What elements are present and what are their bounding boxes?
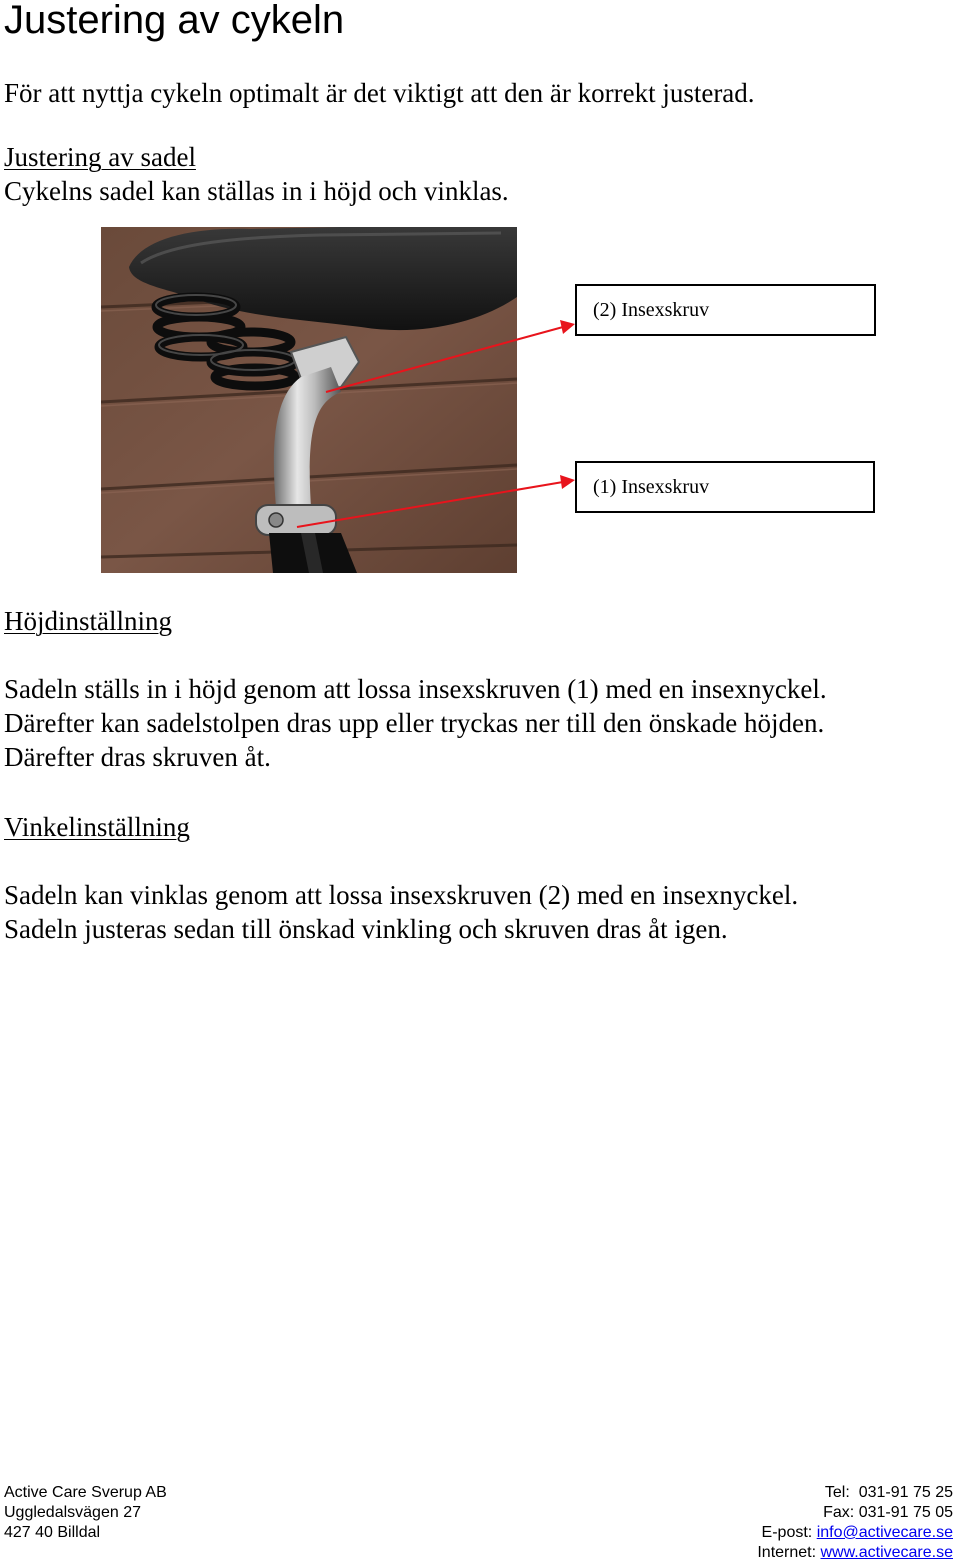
callout-screw-1 (575, 461, 875, 513)
sadel-heading: Justering av sadel (4, 142, 196, 172)
footer-email-label: E-post: (761, 1524, 813, 1541)
callout-screw-2-label: (2) Insexskruv (593, 299, 710, 321)
callout-screw-2 (575, 284, 876, 336)
vinkel-line-1: Sadeln kan vinklas genom att lossa insexskruven (2) med en insexnyckel. (4, 880, 799, 910)
footer-fax-value: 031-91 75 05 (858, 1504, 953, 1521)
footer-email (762, 1523, 953, 1543)
footer-tel (825, 1483, 953, 1503)
hojd-line-1: Sadeln ställs in i höjd genom att lossa insexskruven (1) med en insexnyckel. (4, 674, 827, 704)
intro-text: För att nyttja cykeln optimalt är det viktigt att den är korrekt justerad. (4, 78, 755, 108)
arrow-head-1 (560, 475, 575, 489)
vinkel-line-2: Sadeln justeras sedan till önskad vinkling och skruven dras åt igen. (4, 914, 728, 944)
hojd-heading: Höjdinställning (4, 606, 172, 636)
page-title: Justering av cykeln (4, 0, 345, 42)
saddle-photo (101, 227, 517, 573)
footer-web (757, 1543, 953, 1563)
footer-web-label: Internet: (757, 1544, 817, 1561)
footer-tel-label: Tel: (824, 1484, 850, 1501)
footer-company: Active Care Sverup AB (4, 1484, 167, 1501)
footer-city: 427 40 Billdal (4, 1524, 101, 1541)
footer-email-link[interactable]: info@activecare.se (816, 1524, 953, 1541)
arrow-head-2 (560, 320, 575, 334)
hojd-line-2: Därefter kan sadelstolpen dras upp eller tryckas ner till den önskade höjden. (4, 708, 825, 738)
footer-fax-label: Fax: (823, 1504, 855, 1521)
callout-screw-1-label: (1) Insexskruv (593, 476, 710, 498)
sadel-text: Cykelns sadel kan ställas in i höjd och vinklas. (4, 176, 509, 206)
vinkel-heading: Vinkelinställning (4, 812, 190, 842)
footer-web-link[interactable]: www.activecare.se (820, 1544, 953, 1561)
footer-street: Uggledalsvägen 27 (4, 1504, 141, 1521)
footer-fax (823, 1503, 953, 1523)
hojd-line-3: Därefter dras skruven åt. (4, 742, 271, 772)
footer-tel-value: 031-91 75 25 (858, 1484, 953, 1501)
